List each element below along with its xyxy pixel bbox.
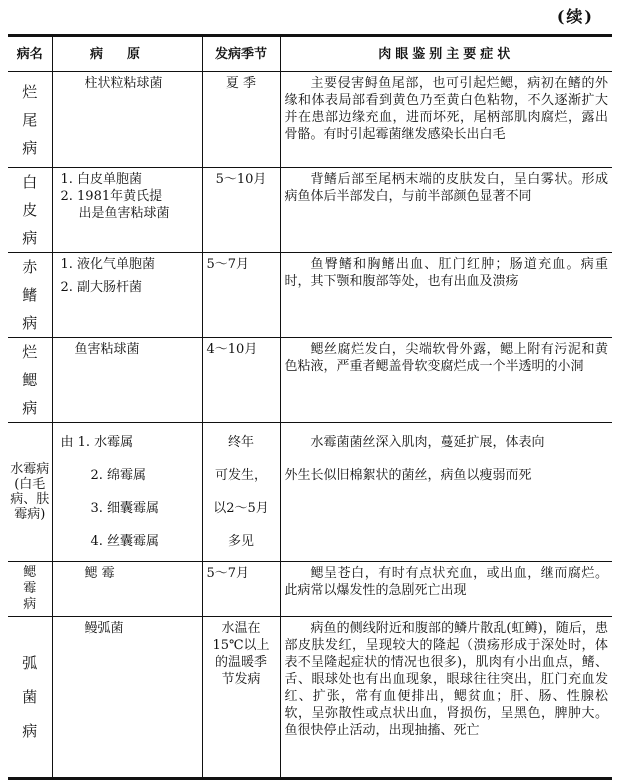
symptom-cell: 水霉菌菌丝深入肌肉，蔓延扩展，体表向 外生长似旧棉絮状的菌丝，病鱼以瘦弱而死 — [280, 423, 612, 562]
season-cell: 5～7月 — [202, 562, 280, 617]
pathogen-cell: 1. 液化气单胞菌 2. 副大肠杆菌 — [52, 253, 202, 338]
table-row — [8, 168, 612, 253]
season-cell: 5～7月 — [202, 253, 280, 338]
header-symptoms: 肉眼鉴别主要症状 — [280, 36, 612, 72]
table-row — [8, 423, 612, 562]
disease-name: 白 皮 病 — [8, 168, 52, 253]
header-row — [8, 36, 612, 72]
disease-name: 弧 菌 病 — [8, 617, 52, 779]
header-season: 发病季节 — [202, 36, 280, 72]
symptom-cell: 病鱼的侧线附近和腹部的鳞片散乱(虹鳟)，随后，患部皮肤发红，呈现较大的隆起（溃疡形成于深处时，体表不呈隆起症状的情况也很多)，肌肉有小出血点，鳍、舌、眼球处也有出血现象，眼球往往突出，肛门充血发红、扩张，常有血便排出，鳃贫血；肝、肠、性腺松软，呈弥散性或点状出血，肾损伤，呈黑色，脾肿大。鱼很快停止活动，出现抽搐、死亡 — [280, 617, 612, 779]
symptom-cell: 主要侵害鲟鱼尾部，也可引起烂鳃，病初在鳍的外缘和体表局部看到黄色乃至黄白色粘物，不久逐渐扩大并在患部边缘充血，进而坏死，尾柄部肌肉腐烂，露出骨骼。有时引起霉菌继发感染长出白毛 — [280, 72, 612, 168]
disease-name: 烂 鳃 病 — [8, 338, 52, 423]
disease-name: 水霉病(白毛病、肤霉病) — [8, 423, 52, 562]
season-cell: 终年 可发生， 以2～5月 多见 — [202, 423, 280, 562]
disease-name: 鳃 霉 病 — [8, 562, 52, 617]
pathogen-cell: 1. 白皮单胞菌 2. 1981年黄氏提 出是鱼害粘球菌 — [52, 168, 202, 253]
disease-name: 烂 尾 病 — [8, 72, 52, 168]
pathogen-cell: 由 1. 水霉属 2. 绵霉属 3. 细囊霉属 4. 丝囊霉属 — [52, 423, 202, 562]
symptom-cell: 鳃丝腐烂发白，尖端软骨外露，鳃上附有污泥和黄色粘液，严重者鳃盖骨软变腐烂成一个半透明的小洞 — [280, 338, 612, 423]
table-row — [8, 338, 612, 423]
disease-table — [8, 34, 612, 780]
season-cell: 夏 季 — [202, 72, 280, 168]
pathogen-cell: 鳗弧菌 — [52, 617, 202, 779]
symptom-cell: 背鳍后部至尾柄末端的皮肤发白，呈白雾状。形成病鱼体后半部发白，与前半部颜色显著不同 — [280, 168, 612, 253]
table-row — [8, 253, 612, 338]
table-row — [8, 72, 612, 168]
season-cell: 5～10月 — [202, 168, 280, 253]
continued-marker: (续) — [556, 7, 594, 26]
table-row — [8, 562, 612, 617]
season-cell: 4～10月 — [202, 338, 280, 423]
pathogen-cell: 柱状粒粘球菌 — [52, 72, 202, 168]
pathogen-cell: 鳃 霉 — [52, 562, 202, 617]
pathogen-cell: 鱼害粘球菌 — [52, 338, 202, 423]
header-pathogen: 病原 — [52, 36, 202, 72]
season-cell: 水温在 15℃以上 的温暖季 节发病 — [202, 617, 280, 779]
disease-name: 赤 鳍 病 — [8, 253, 52, 338]
symptom-cell: 鱼臀鳍和胸鳍出血、肛门红肿；肠道充血。病重时，其下颚和腹部等处，也有出血及溃疡 — [280, 253, 612, 338]
symptom-cell: 鳃呈苍白，有时有点状充血，或出血，继而腐烂。此病常以爆发性的急剧死亡出现 — [280, 562, 612, 617]
header-disease: 病名 — [8, 36, 52, 72]
table-row — [8, 617, 612, 779]
